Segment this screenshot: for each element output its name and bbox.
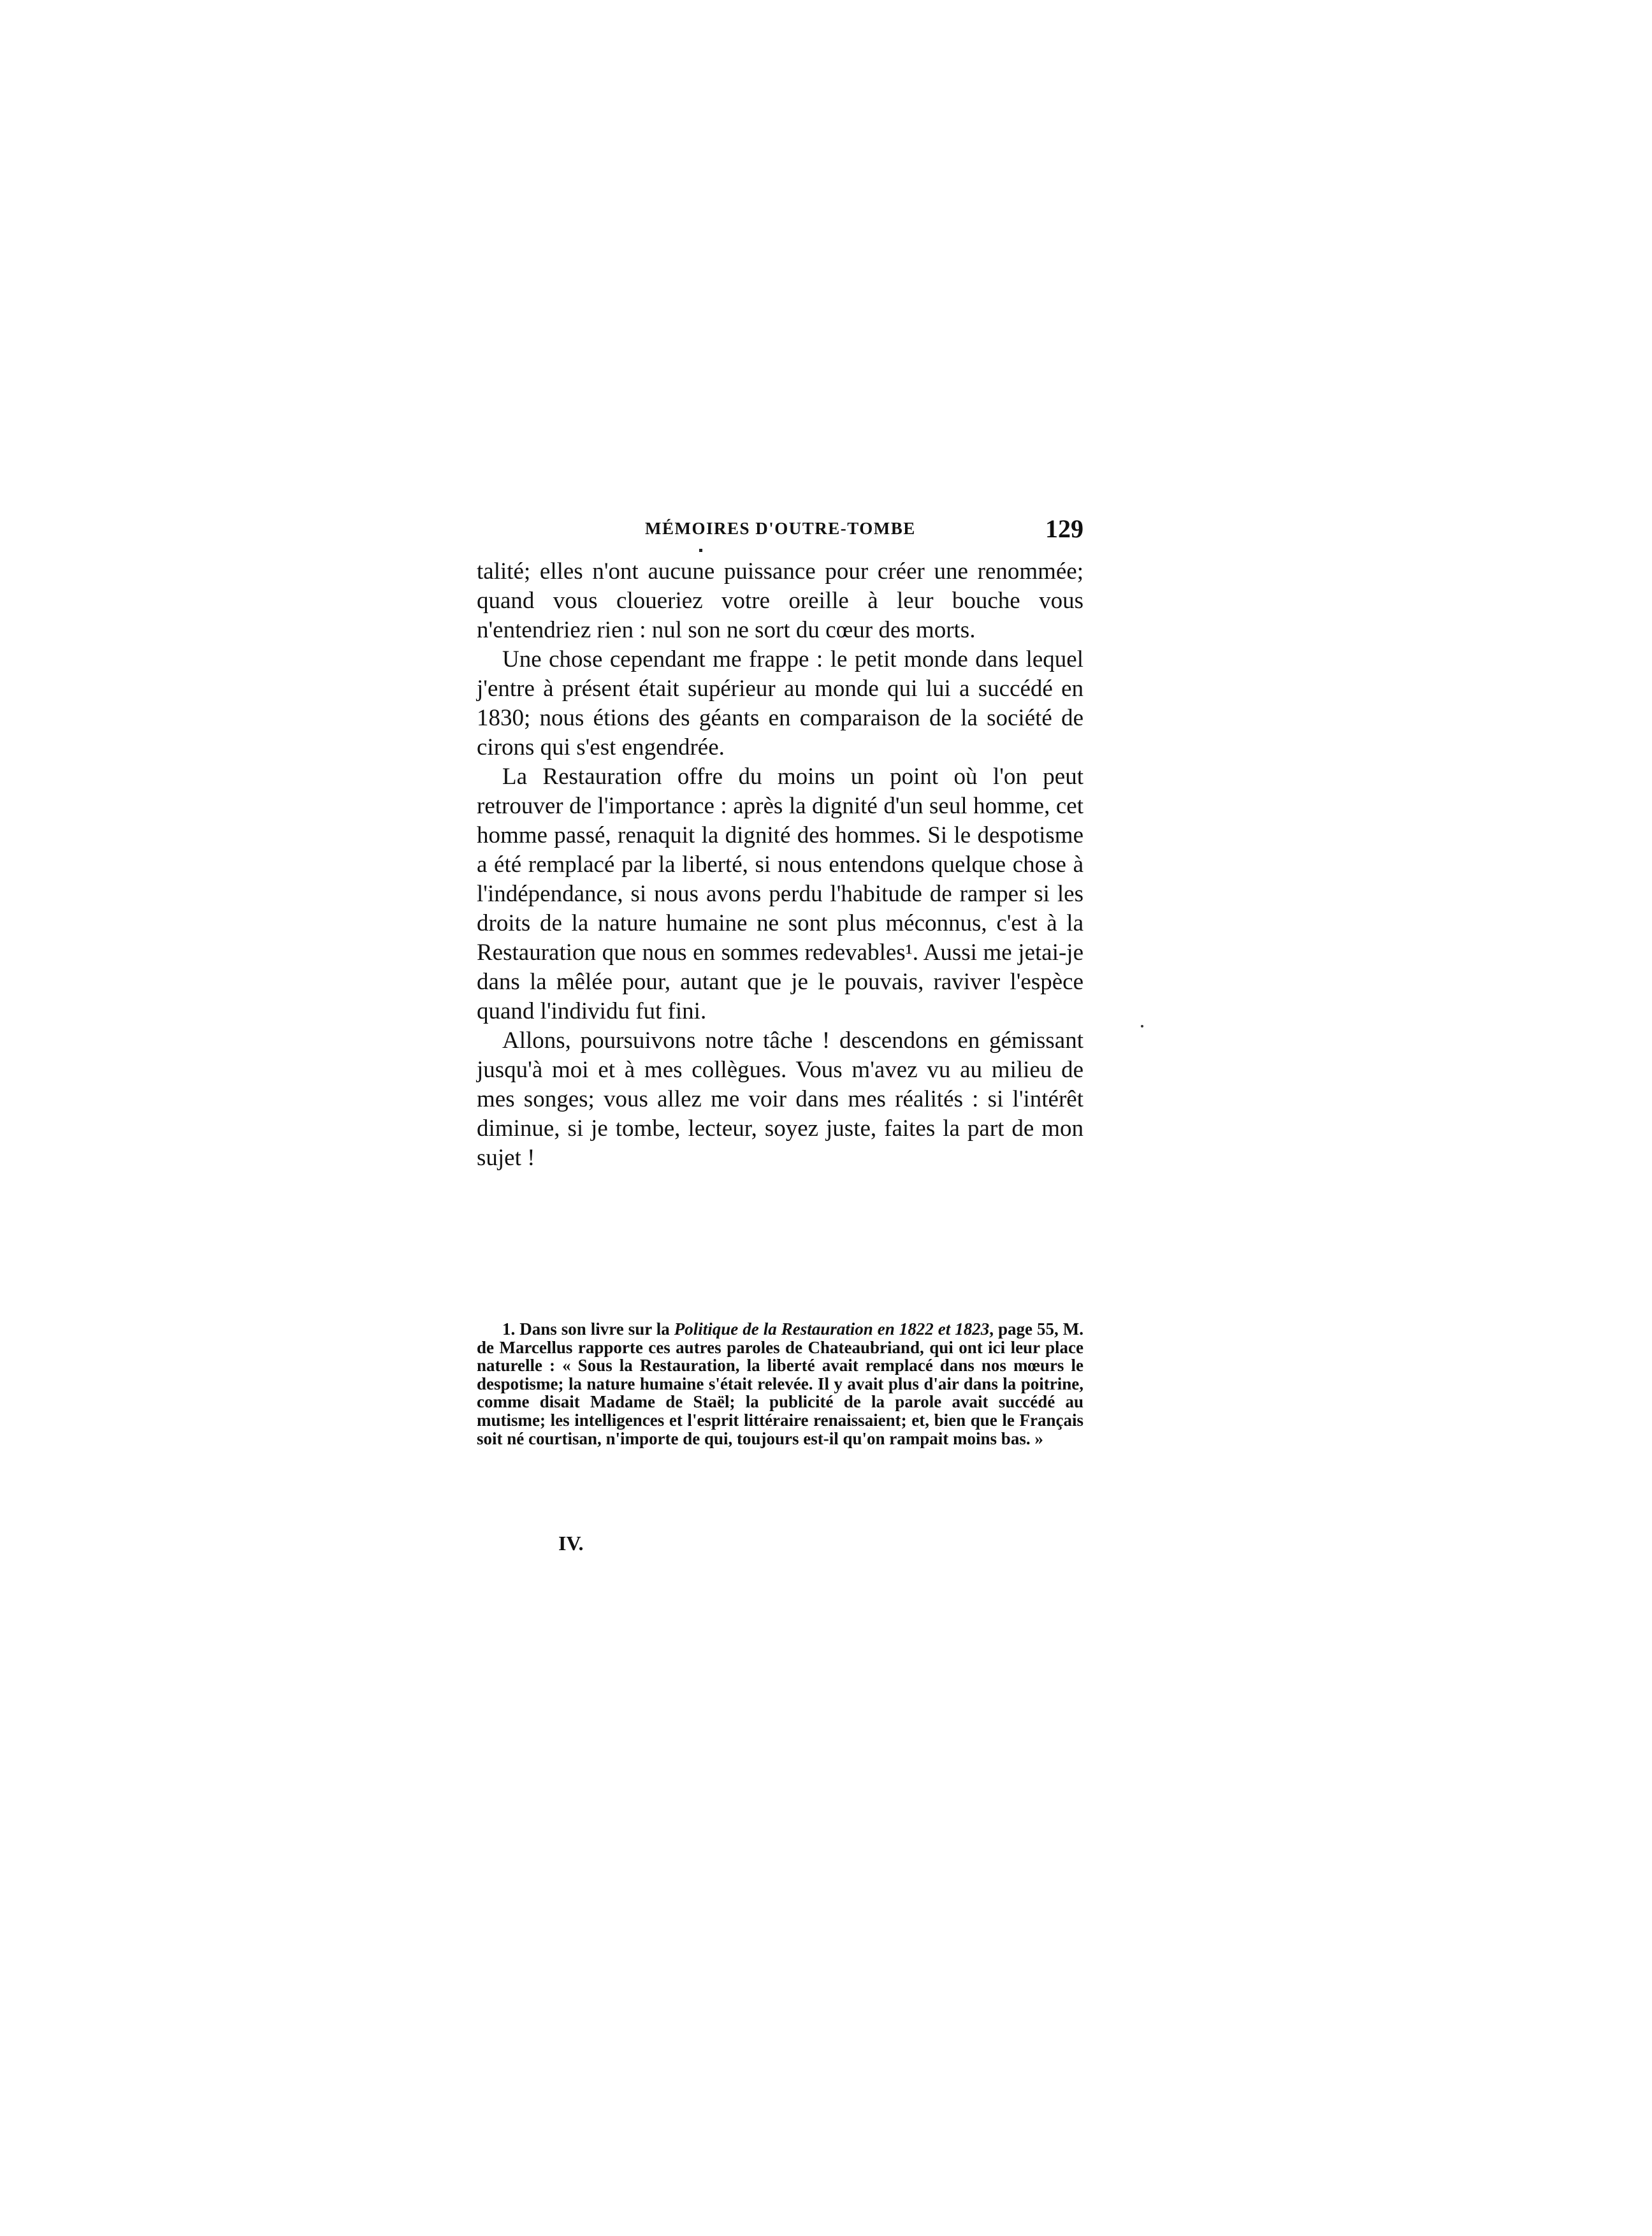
paragraph: La Restauration offre du moins un point où l'on peut retrouver de l'importance : après la dignité d'un seul homme, cet homme passé, renaquit la dignité des hommes. Si le despotisme a été remplacé par la liberté, si nous entendons quelque chose à l'indépendance, si nous avons perdu l'habitude de ramper si les droits de la nature humaine ne sont plus méconnus, c'est à la Restauration que nous en sommes redevables¹. Aussi me jetai-je dans la mêlée pour, autant que je le pouvais, raviver l'espèce quand l'individu fut fini. [477,764,1083,1024]
footnote-book-title: Politique de la Restauration en 1822 et 1823 [674,1319,990,1339]
footnote-text [477,1320,1083,1448]
running-title: MÉMOIRES D'OUTRE-TOMBE [645,519,916,538]
stray-dot [1141,1025,1143,1027]
footnote-rest: , page 55, M. de Marcellus rapporte ces autres paroles de Chateaubriand, qui ont ici leur place naturelle : « Sous la Restauration, la liberté avait remplacé dans nos mœurs le despotisme; la nature humaine s'était relevée. Il y avait plus d'air dans la poitrine, comme disait Madame de Staël; la publicité de la parole avait succédé au mutisme; les intelligences et l'esprit littéraire renaissaient; et, bien que le Français soit né courtisan, n'importe de qui, toujours est-il qu'on rampait moins bas. » [477,1319,1084,1448]
body-text [477,557,1083,1173]
signature-mark: IV. [558,1532,584,1555]
paragraph: Allons, poursuivons notre tâche ! descendons en gémissant jusqu'à moi et à mes collègues. Vous m'avez vu au milieu de mes songes; vous allez me voir dans mes réalités : si l'intérêt diminue, si je tombe, lecteur, soyez juste, faites la part de mon sujet ! [477,1027,1083,1171]
paragraph-continued: talité; elles n'ont aucune puissance pour créer une renommée; quand vous cloueriez votre oreille à leur bouche vous n'entendriez rien : nul son ne sort du cœur des morts. [477,558,1083,643]
running-head [477,514,1083,544]
book-page [477,514,1083,1572]
print-mark [699,549,702,552]
footnote-lead: 1. Dans son livre sur la [502,1319,674,1339]
footnote [477,1320,1083,1448]
page-number: 129 [1045,514,1083,543]
paragraph: Une chose cependant me frappe : le petit monde dans lequel j'entre à présent était supérieur au monde qui lui a succédé en 1830; nous étions des géants en comparaison de la société de cirons qui s'est engendrée. [477,646,1083,760]
